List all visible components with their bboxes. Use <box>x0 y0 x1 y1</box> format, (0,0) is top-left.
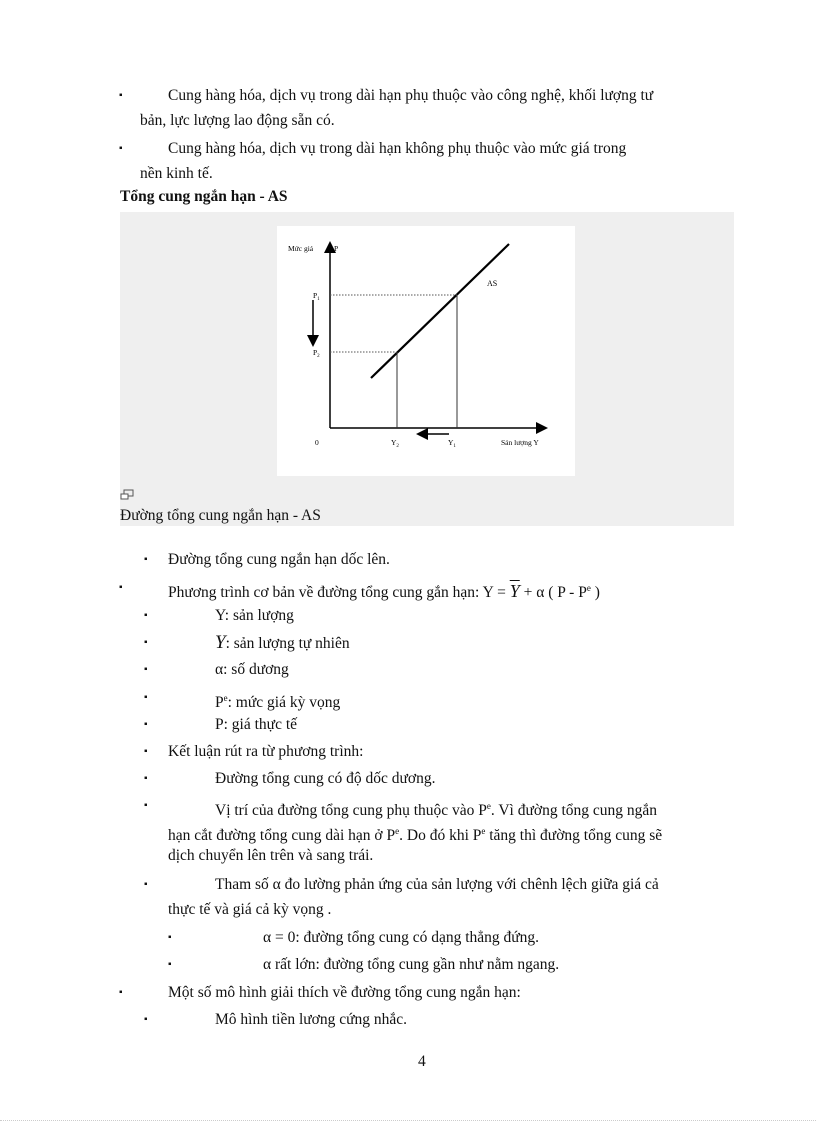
ybar-line: Y: sản lượng tự nhiên <box>215 632 350 653</box>
x-axis-label: Sản lượng Y <box>501 438 539 447</box>
bullet: ▪ <box>144 719 148 730</box>
y1-label: $Y_1$ <box>448 438 456 449</box>
bullet: ▪ <box>119 143 123 154</box>
paragraph-line: Đường tổng cung có độ dốc dương. <box>215 770 436 787</box>
as-curve-figure <box>277 226 575 476</box>
bullet: ▪ <box>144 800 148 811</box>
bullet: ▪ <box>168 932 172 943</box>
paragraph-line: Kết luận rút ra từ phương trình: <box>168 743 364 760</box>
bullet: ▪ <box>144 610 148 621</box>
paragraph-line: Tham số α đo lường phản ứng của sản lượng với chênh lệch giữa giá cả <box>215 876 659 893</box>
y-axis-symbol: P <box>334 244 339 253</box>
paragraph-line: Một số mô hình giải thích về đường tổng cung ngắn hạn: <box>168 984 521 1001</box>
bullet: ▪ <box>168 959 172 970</box>
p1-label: $P_1$ <box>313 291 320 302</box>
paragraph-line: Cung hàng hóa, dịch vụ trong dài hạn phụ thuộc vào công nghệ, khối lượng tư <box>168 87 654 104</box>
section-heading: Tổng cung ngắn hạn - AS <box>120 188 288 205</box>
paragraph-line: Mô hình tiền lương cứng nhắc. <box>215 1011 408 1028</box>
bullet: ▪ <box>144 637 148 648</box>
origin-label: 0 <box>315 438 319 447</box>
p2-label: $P_2$ <box>313 348 320 359</box>
paragraph-line: α = 0: đường tổng cung có dạng thẳng đứng. <box>263 929 540 946</box>
as-curve <box>371 244 509 378</box>
image-placeholder-icon <box>120 489 134 501</box>
curve-label: AS <box>487 279 498 288</box>
c2-line2: hạn cắt đường tổng cung dài hạn ở $P^e$. Do đó khi $P^e$ tăng thì đường tổng cung sẽ <box>168 826 663 845</box>
y2-label: $Y_2$ <box>391 438 399 449</box>
c2-line1: Vị trí của đường tổng cung phụ thuộc vào $P^e$. Vì đường tổng cung ngắn <box>215 801 658 820</box>
paragraph-line: Đường tổng cung ngắn hạn dốc lên. <box>168 551 390 568</box>
bullet: ▪ <box>119 582 123 593</box>
paragraph-line: dịch chuyển lên trên và sang trái. <box>168 847 374 864</box>
bullet: ▪ <box>144 692 148 703</box>
bullet: ▪ <box>144 773 148 784</box>
bullet: ▪ <box>119 90 123 101</box>
as-curve-diagram <box>277 226 575 476</box>
page-number: 4 <box>418 1053 426 1070</box>
paragraph-line: bản, lực lượng lao động sẵn có. <box>140 112 335 129</box>
page-edge <box>0 1120 816 1121</box>
bullet: ▪ <box>144 664 148 675</box>
bullet: ▪ <box>144 554 148 565</box>
y-axis-label: Mức giá <box>288 244 314 253</box>
paragraph-line: α rất lớn: đường tổng cung gần như nằm ngang. <box>263 956 560 973</box>
pe-line: $P^e$: mức giá kỳ vọng <box>215 693 341 712</box>
paragraph-line: Cung hàng hóa, dịch vụ trong dài hạn không phụ thuộc vào mức giá trong <box>168 140 627 157</box>
paragraph-line: thực tế và giá cả kỳ vọng . <box>168 901 332 918</box>
equation-line: Phương trình cơ bản về đường tổng cung gắn hạn: $Y = \overline{Y} + \alpha$ ( P - $P^e$ ) <box>168 581 600 602</box>
paragraph-line: P: giá thực tế <box>215 716 298 733</box>
bullet: ▪ <box>119 987 123 998</box>
paragraph-line: Y: sản lượng <box>215 607 294 624</box>
bullet: ▪ <box>144 746 148 757</box>
paragraph-line: α: số dương <box>215 661 289 678</box>
paragraph-line: nền kinh tế. <box>140 165 213 182</box>
bullet: ▪ <box>144 1014 148 1025</box>
bullet: ▪ <box>144 879 148 890</box>
figure-caption: Đường tổng cung ngắn hạn - AS <box>120 507 321 524</box>
